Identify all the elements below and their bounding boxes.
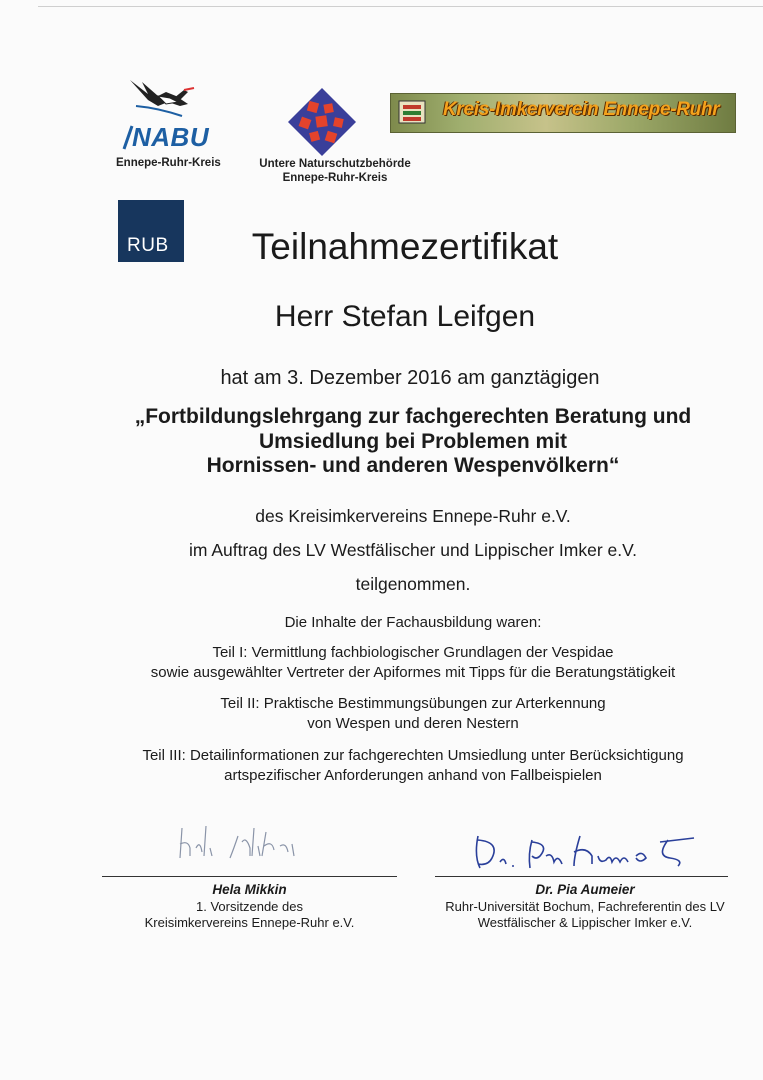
part-2-line-2: von Wespen und deren Nestern: [307, 715, 519, 732]
nabu-subtitle: Ennepe-Ruhr-Kreis: [116, 157, 221, 169]
unb-caption: [240, 157, 430, 185]
participated-line: teilgenommen.: [355, 574, 471, 594]
part-1-line-2: sowie ausgewählter Vertreter der Apiformes mit Tipps für die Beratungstätigkeit: [150, 664, 676, 681]
unb-logo: [288, 88, 356, 156]
beehive-icon: [397, 99, 427, 125]
date-line: hat am 3. Dezember 2016 am ganztägigen: [220, 367, 600, 389]
signer-right-name: Dr. Pia Aumeier: [535, 882, 635, 897]
signer-left-name: Hela Mikkin: [212, 882, 287, 897]
organizer-line: des Kreisimkervereins Ennepe-Ruhr e.V.: [255, 506, 571, 526]
signer-left: [102, 882, 397, 932]
signature-line-right: [435, 876, 728, 877]
signature-right: [470, 826, 700, 874]
contents-intro: Die Inhalte der Fachausbildung waren:: [284, 614, 542, 631]
signer-left-role-2: Kreisimkervereins Ennepe-Ruhr e.V.: [144, 915, 355, 930]
signer-left-role-1: 1. Vorsitzende des: [196, 898, 303, 914]
commission-line: im Auftrag des LV Westfälischer und Lippischer Imker e.V.: [188, 540, 638, 560]
course-line-2: Umsiedlung bei Problemen mit: [258, 429, 568, 453]
course-line-1: „Fortbildungslehrgang zur fachgerechten Beratung und: [134, 405, 692, 428]
unb-line1: Untere Naturschutzbehörde: [259, 158, 411, 170]
certificate-title: Teilnahmezertifikat: [251, 226, 559, 267]
kreisimkerverein-banner: [390, 93, 736, 133]
content-part-2: [0, 694, 763, 734]
page-edge-line: [38, 6, 763, 7]
part-3-line-1: Teil III: Detailinformationen zur fachgerechten Umsiedlung unter Berücksichtigung: [142, 747, 684, 764]
part-1-line-1: Teil I: Vermittlung fachbiologischer Grundlagen der Vespidae: [212, 644, 614, 661]
signer-right-role-1: Ruhr-Universität Bochum, Fachreferentin des LV: [445, 898, 725, 914]
recipient-name: Herr Stefan Leifgen: [274, 300, 536, 333]
signature-line-left: [102, 876, 397, 877]
course-title: [0, 405, 763, 479]
nabu-wordmark: NABU: [132, 122, 210, 152]
content-part-1: [0, 643, 763, 683]
unb-line2: Ennepe-Ruhr-Kreis: [282, 172, 388, 184]
course-line-3: Hornissen- und anderen Wespenvölkern“: [206, 454, 620, 477]
content-part-3: [0, 746, 763, 786]
part-3-line-2: artspezifischer Anforderungen anhand von Fallbeispielen: [224, 767, 602, 784]
rub-wordmark: RUB: [127, 235, 169, 256]
signature-left: [176, 818, 321, 866]
signer-right: [420, 882, 750, 932]
banner-title: Kreis-Imkerverein Ennepe-Ruhr: [443, 99, 720, 120]
signer-right-role-2: Westfälischer & Lippischer Imker e.V.: [477, 915, 693, 930]
part-2-line-1: Teil II: Praktische Bestimmungsübungen zur Arterkennung: [220, 695, 606, 712]
